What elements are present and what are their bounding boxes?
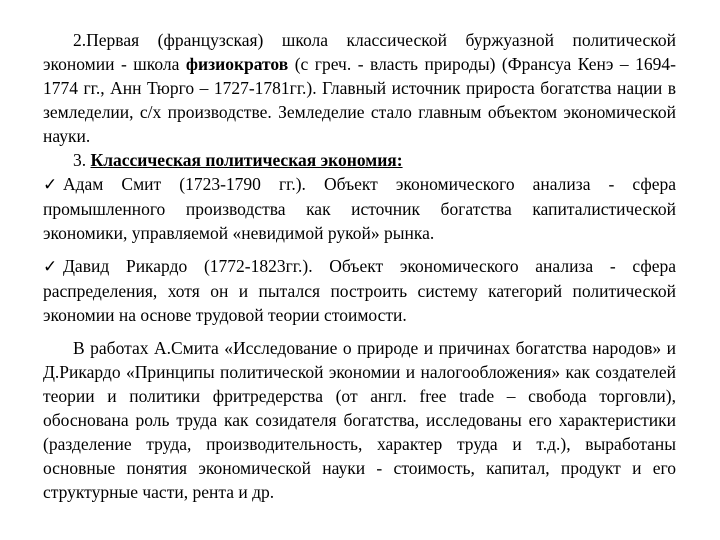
- paragraph-classical-heading: [43, 148, 676, 172]
- p2-heading: Классическая политическая экономия:: [90, 150, 403, 170]
- p4-text: Давид Рикардо (1772-1823гг.). Объект экономического анализа - сфера распределения, хотя он и пытался построить систему категорий политической экономии на основе трудовой теории стоимости.: [43, 256, 676, 325]
- checkmark-icon: ✓: [43, 257, 58, 277]
- p1-bold-term: физиократов: [185, 54, 289, 74]
- p2-number: 3.: [73, 150, 91, 170]
- checkmark-icon: ✓: [43, 175, 58, 195]
- bullet-adam-smith: [43, 172, 676, 245]
- paragraph-physiocrats: [43, 28, 676, 148]
- bullet-ricardo: [43, 254, 676, 327]
- p1-text-start: 2.Первая (французская) школа классической буржуазной политической экономии - школа: [43, 30, 676, 74]
- p3-text: Адам Смит (1723-1790 гг.). Объект экономического анализа - сфера промышленного производства как источник богатства капиталистической экономики, управляемой «невидимой рукой» рынка.: [43, 174, 676, 243]
- p1-text-end: (с греч. - власть природы) (Франсуа Кенэ – 1694-1774 гг., Анн Тюрго – 1727-1781гг.). Главный источник прироста богатства нации в земледелии, с/х производстве. Земледелие стало главным объектом экономической науки.: [43, 54, 676, 146]
- p5-text: В работах А.Смита «Исследование о природе и причинах богатства народов» и Д.Рикардо «Принципы политической экономии и налогообложения» как создателей теории и политики фритредерства (от англ. free trade – свобода торговли), обоснована роль труда как созидателя богатства, исследованы его характеристики (разделение труда, производительность, характер труда и т.д.), выработаны основные понятия экономической науки - стоимость, капитал, продукт и его структурные части, рента и др.: [43, 338, 676, 502]
- paragraph-works: [43, 336, 676, 504]
